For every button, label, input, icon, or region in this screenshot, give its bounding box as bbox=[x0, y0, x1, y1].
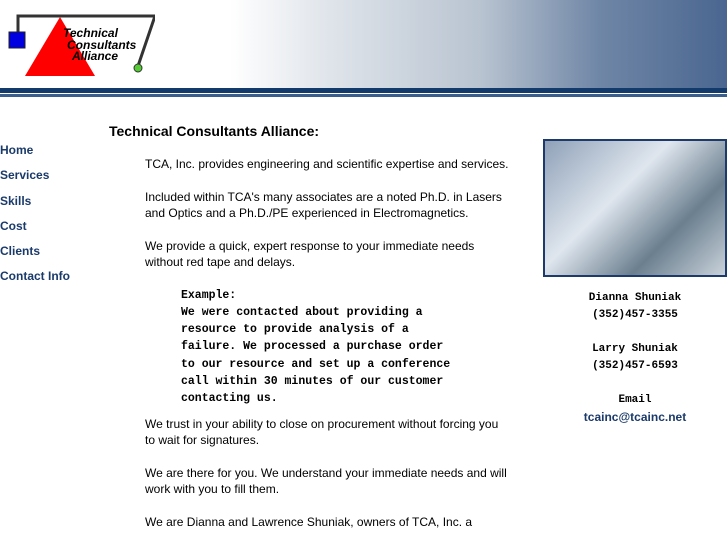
main-content bbox=[145, 156, 510, 546]
paragraph: Included within TCA's many associates are a noted Ph.D. in Lasers and Optics and a Ph.D./PE experienced in Electromagnetics. bbox=[145, 189, 502, 220]
sidebar-nav bbox=[0, 143, 70, 295]
page-title: Technical Consultants Alliance: bbox=[109, 123, 320, 139]
nav-services[interactable]: Services bbox=[0, 168, 50, 183]
nav-contact-info[interactable]: Contact Info bbox=[0, 269, 70, 284]
nav-cost[interactable]: Cost bbox=[0, 218, 27, 233]
contact-phone: (352)457-6593 bbox=[592, 360, 678, 372]
electronics-photo bbox=[543, 139, 727, 277]
paragraph: We are Dianna and Lawrence Shuniak, owners of TCA, Inc. a bbox=[145, 514, 473, 529]
example-block: Example: We were contacted about providing a resource to provide analysis of a failure. We processed a purchase order to our resource and set up a conference call within 30 minutes of our customer contacting us. bbox=[181, 288, 451, 406]
email-link[interactable]: tcainc@tcainc.net bbox=[583, 410, 687, 424]
nav-home[interactable]: Home bbox=[0, 143, 34, 157]
email-label: Email bbox=[618, 394, 652, 406]
logo-text: Alliance bbox=[72, 49, 119, 63]
nav-skills[interactable]: Skills bbox=[0, 193, 32, 208]
logo-text: Technical bbox=[63, 26, 118, 40]
contact-name: Larry Shuniak bbox=[592, 343, 678, 355]
nav-clients[interactable]: Clients bbox=[0, 244, 41, 259]
logo[interactable] bbox=[5, 10, 155, 85]
paragraph: We provide a quick, expert response to your immediate needs without red tape and delays. bbox=[145, 238, 475, 269]
paragraph: TCA, Inc. provides engineering and scientific expertise and services. bbox=[145, 157, 509, 171]
divider bbox=[0, 94, 727, 97]
logo-text: Consultants bbox=[67, 38, 137, 52]
divider bbox=[0, 88, 727, 93]
contact-name: Dianna Shuniak bbox=[588, 292, 682, 304]
paragraph: We are there for you. We understand your immediate needs and will work with you to fill them. bbox=[145, 465, 507, 497]
contact-phone: (352)457-3355 bbox=[592, 309, 678, 321]
contact-info bbox=[545, 290, 725, 426]
paragraph: We trust in your ability to close on procurement without forcing you to wait for signatures. bbox=[145, 416, 499, 448]
